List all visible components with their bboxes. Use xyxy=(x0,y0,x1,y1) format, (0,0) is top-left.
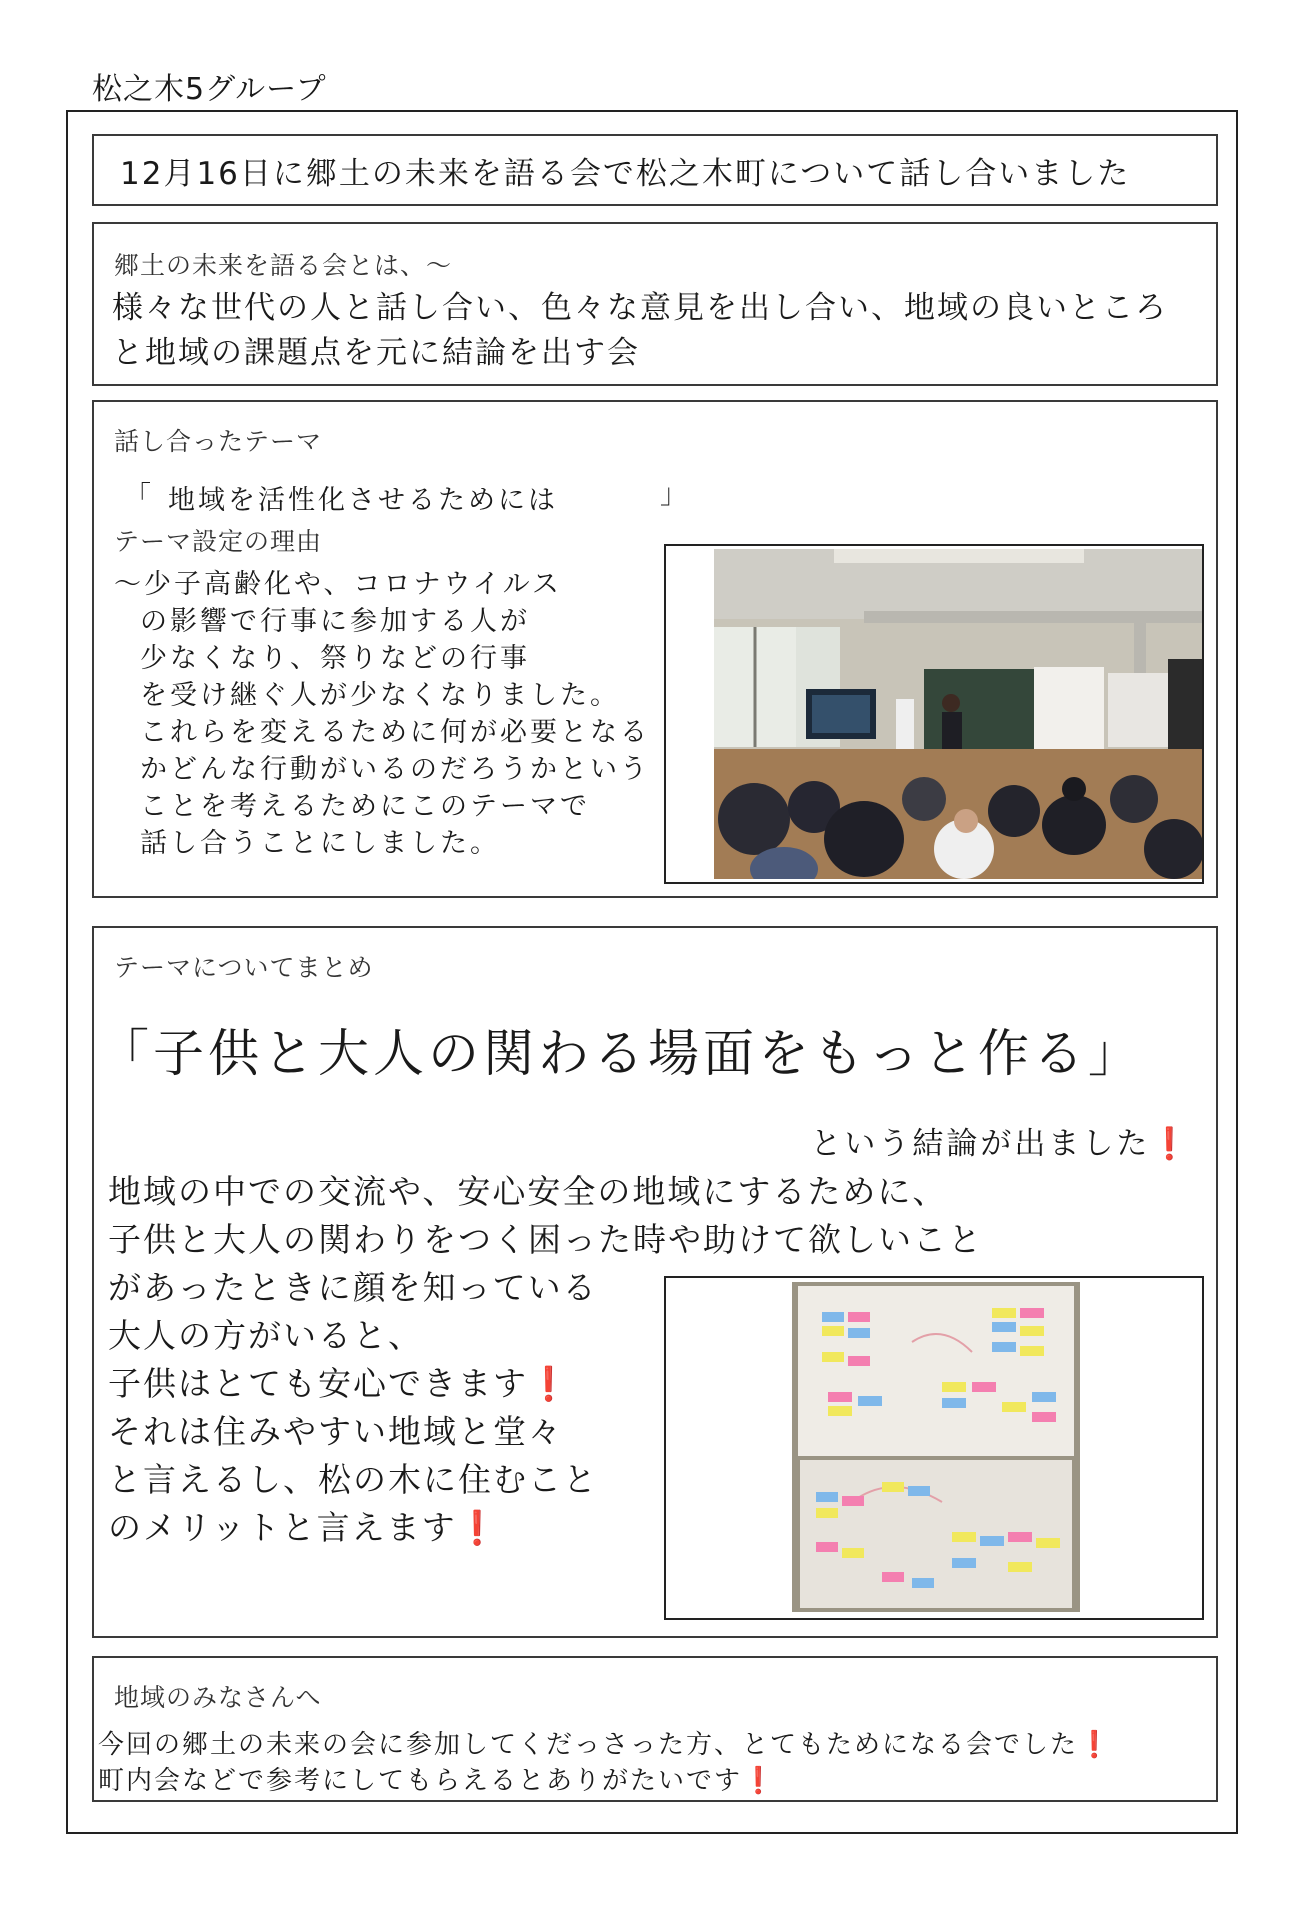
community-label: 地域のみなさんへ xyxy=(114,1683,322,1712)
conclusion-tail xyxy=(810,1118,1192,1163)
exclamation-icon: ❗ xyxy=(456,1508,500,1547)
summary-line-8 xyxy=(108,1504,500,1552)
exclamation-icon: ❗ xyxy=(1078,1730,1113,1760)
exclamation-icon: ❗ xyxy=(742,1766,777,1796)
reason-line-3: 少なくなり、祭りなどの行事 xyxy=(140,643,530,674)
community-line-2 xyxy=(98,1760,776,1797)
poster-photo-image xyxy=(792,1282,1080,1612)
theme-close-bracket: 」 xyxy=(660,479,687,510)
theme-section xyxy=(92,400,1218,898)
community-line-1 xyxy=(98,1724,1112,1761)
community-line-2-text: 町内会などで参考にしてもらえるとありがたいです xyxy=(98,1766,743,1796)
about-line-2: と地域の課題点を元に結論を出す会 xyxy=(112,335,640,371)
theme-label: 話し合ったテーマ xyxy=(114,427,323,456)
summary-label: テーマについてまとめ xyxy=(114,953,374,982)
reason-line-6: かどんな行動がいるのだろうかという xyxy=(140,754,650,785)
summary-line-6: それは住みやすい地域と堂々 xyxy=(108,1412,563,1451)
summary-line-3: があったときに顔を知っている xyxy=(108,1268,598,1307)
conclusion-text: 「子供と大人の関わる場面をもっと作る」 xyxy=(98,1025,1144,1084)
reason-line-5: これらを変えるために何が必要となる xyxy=(140,717,650,748)
summary-line-5-text: 子供はとても安心できます xyxy=(108,1364,528,1403)
about-section xyxy=(92,222,1218,386)
reason-line-8: 話し合うことにしました。 xyxy=(140,828,500,859)
headline-text: 12月16日に郷土の未来を語る会で松之木町について話し合いました xyxy=(120,156,1131,192)
community-line-1-text: 今回の郷土の未来の会に参加してくだっさった方、とてもためになる会でした xyxy=(98,1730,1079,1760)
conclusion-tail-text: という結論が出ました xyxy=(810,1126,1151,1162)
summary-line-4: 大人の方がいると、 xyxy=(108,1316,423,1355)
exclamation-icon: ❗ xyxy=(1150,1126,1192,1162)
classroom-photo xyxy=(664,544,1204,884)
summary-wide-line-1: 地域の中での交流や、安心安全の地域にするために、 xyxy=(108,1172,948,1211)
group-label: 松之木5グループ xyxy=(92,72,327,107)
summary-section xyxy=(92,926,1218,1638)
summary-line-7: と言えるし、松の木に住むこと xyxy=(108,1460,598,1499)
headline-box xyxy=(92,134,1218,206)
classroom-photo-image xyxy=(714,549,1202,879)
theme-open-bracket: 「 xyxy=(124,481,151,512)
reason-line-2: の影響で行事に参加する人が xyxy=(140,606,530,637)
about-label: 郷土の未来を語る会とは、～ xyxy=(114,251,453,280)
exclamation-icon: ❗ xyxy=(528,1364,572,1403)
reason-line-1: ～少子高齢化や、コロナウイルス xyxy=(114,569,562,600)
community-section xyxy=(92,1656,1218,1802)
about-line-1: 様々な世代の人と話し合い、色々な意見を出し合い、地域の良いところ xyxy=(112,290,1168,326)
reason-line-7: ことを考えるためにこのテーマで xyxy=(140,791,590,822)
reason-line-4: を受け継ぐ人が少なくなりました。 xyxy=(140,680,620,711)
summary-line-8-text: のメリットと言えます xyxy=(108,1508,457,1547)
summary-wide-line-2: 子供と大人の関わりをつく困った時や助けて欲しいこと xyxy=(108,1220,983,1259)
poster-photo xyxy=(664,1276,1204,1620)
theme-title: 地域を活性化させるためには xyxy=(168,485,558,516)
summary-line-5 xyxy=(108,1360,571,1408)
reason-label: テーマ設定の理由 xyxy=(114,527,323,556)
